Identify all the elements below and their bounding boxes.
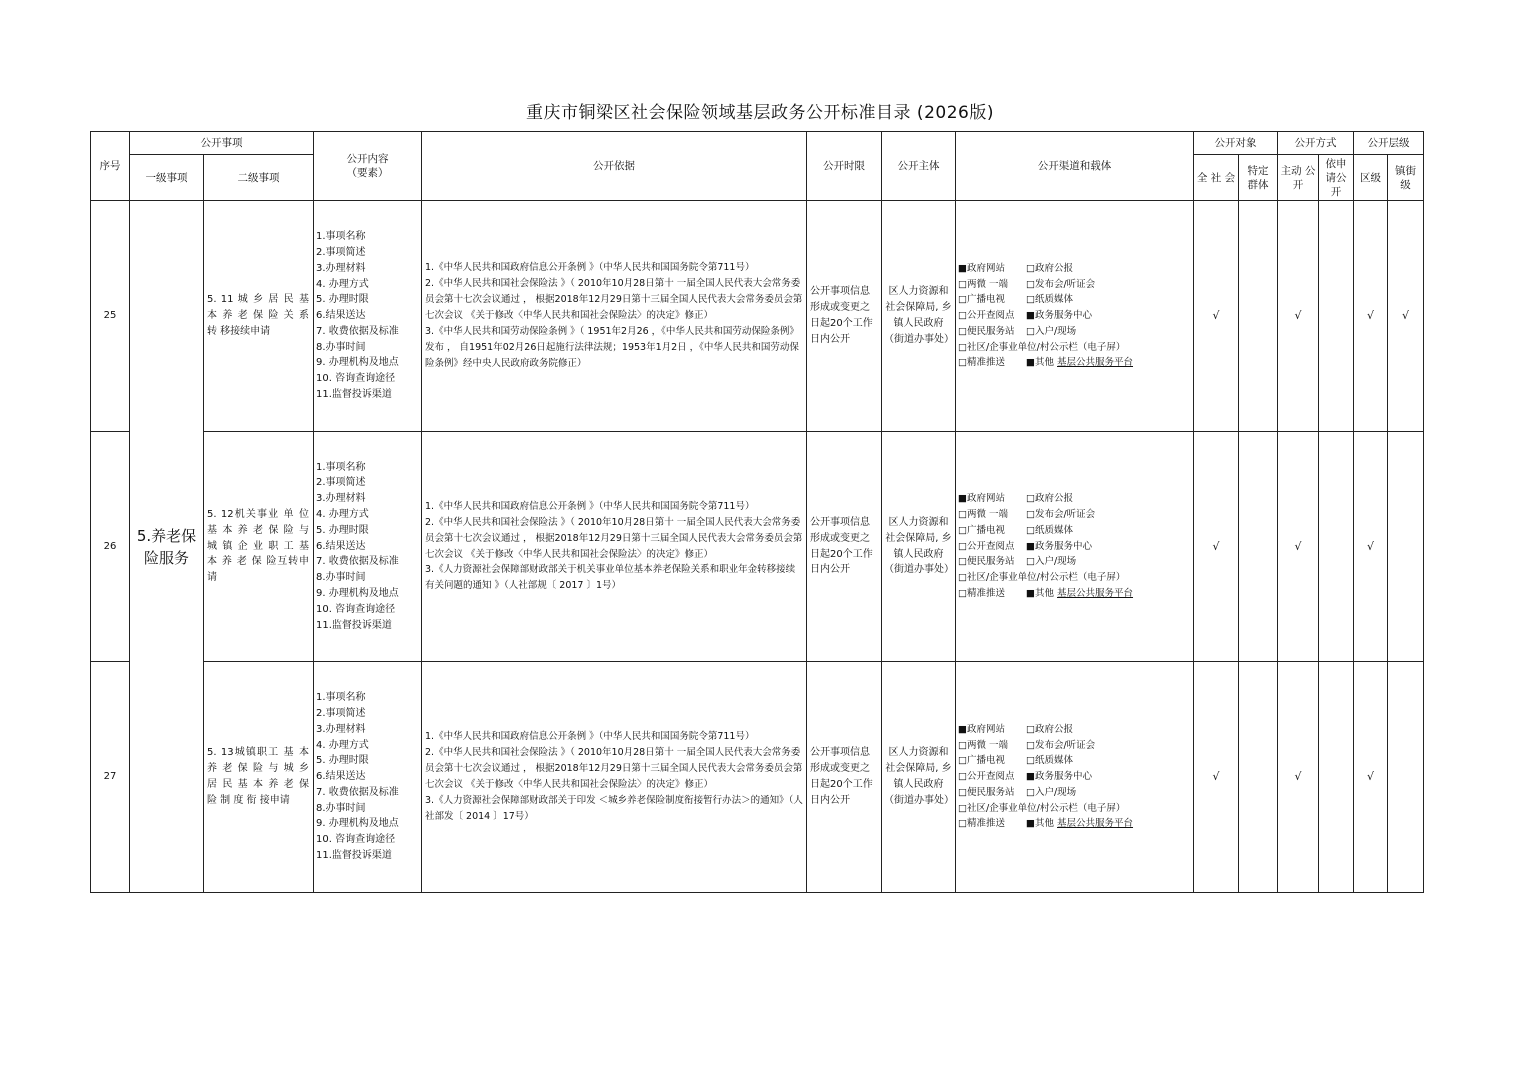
basis-item: 1.《中华人民共和国政府信息公开条例 》（中华人民共和国国务院令第711号） <box>425 262 755 274</box>
channel-line <box>958 523 1191 539</box>
check-town <box>1388 432 1424 662</box>
basis-item: 2.《中华人民共和国社会保险法 》（ 2010年10月28日第十 一届全国人民代表大会常务委员会第十七次会议通过 ， 根据2018年12月29日第十三届全国人民代表大会常务委员会第七次会议 《关于修改〈中华人民共和国社会保险法〉的决定》修正） <box>425 747 803 790</box>
channel-other-platform: 基层公共服务平台 <box>1057 818 1134 830</box>
check-all: √ <box>1194 662 1239 893</box>
basis-item: 3.《人力资源社会保障部财政部关于机关事业单位基本养老保险关系和职业年金转移接续有关问题的通知 》（人社部规〔 2017 〕1号） <box>425 564 796 592</box>
subject-cell: 区人力资源和社会保障局, 乡镇人民政府（街道办事处） <box>882 201 956 432</box>
time-limit: 公开事项信息形成或变更之日起20个工作日内公开 <box>807 662 882 893</box>
channel-option: ■政府网站 <box>958 262 1005 274</box>
basis-cell <box>422 432 807 662</box>
channel-line <box>958 340 1191 356</box>
header-seq: 序号 <box>91 132 130 201</box>
channel-option: □广播电视 <box>958 755 1005 767</box>
channel-option: □入户/现场 <box>1026 556 1077 568</box>
content-element: 7. 收费依据及标准 <box>316 325 399 337</box>
channel-line <box>958 769 1191 785</box>
channel-option: □发布会/听证会 <box>1026 509 1096 520</box>
channel-option: □纸质媒体 <box>1026 755 1073 767</box>
channel-option: ■政务服务中心 <box>1026 310 1092 322</box>
check-apply <box>1319 201 1354 432</box>
channel-option: ■其他 <box>1026 357 1057 369</box>
channel-cell <box>956 662 1194 893</box>
channel-option: ■其他 <box>1026 818 1057 830</box>
header-target-all: 全 社 会 <box>1194 155 1239 201</box>
channel-option: □纸质媒体 <box>1026 524 1073 536</box>
content-element: 3.办理材料 <box>316 493 366 505</box>
channel-option: □公开查阅点 <box>958 771 1015 783</box>
channel-line <box>958 261 1191 277</box>
table-row <box>91 662 1424 893</box>
channel-option: □政府公报 <box>1026 262 1073 274</box>
channel-option: □社区/企事业单位/村公示栏（电子屏） <box>958 341 1126 353</box>
channel-option: □便民服务站 <box>958 786 1015 798</box>
content-element: 5. 办理时限 <box>316 524 369 536</box>
basis-cell <box>422 662 807 893</box>
content-element: 8.办事时间 <box>316 802 366 814</box>
check-town: √ <box>1388 201 1424 432</box>
content-element: 7. 收费依据及标准 <box>316 556 399 568</box>
channel-cell <box>956 432 1194 662</box>
header-method-active: 主动 公开 <box>1278 155 1319 201</box>
channel-option: □入户/现场 <box>1026 325 1077 337</box>
check-specific <box>1239 662 1278 893</box>
channel-option: ■其他 <box>1026 587 1057 599</box>
channel-line <box>958 816 1191 832</box>
channel-option: □政府公报 <box>1026 723 1073 735</box>
content-element: 1.事项名称 <box>316 461 366 473</box>
check-specific <box>1239 201 1278 432</box>
basis-cell <box>422 201 807 432</box>
subject-cell: 区人力资源和社会保障局, 乡镇人民政府（街道办事处） <box>882 432 956 662</box>
basis-item: 1.《中华人民共和国政府信息公开条例 》（中华人民共和国国务院令第711号） <box>425 731 755 743</box>
channel-other-platform: 基层公共服务平台 <box>1057 587 1134 599</box>
content-element: 8.办事时间 <box>316 572 366 584</box>
content-element: 4. 办理方式 <box>316 278 369 290</box>
content-elements <box>314 662 422 893</box>
table-row <box>91 201 1424 432</box>
channel-cell <box>956 201 1194 432</box>
channel-option: ■政府网站 <box>958 723 1005 735</box>
content-element: 2.事项简述 <box>316 477 366 489</box>
channel-line <box>958 785 1191 801</box>
time-limit: 公开事项信息形成或变更之日起20个工作日内公开 <box>807 201 882 432</box>
channel-option: □精准推送 <box>958 357 1005 369</box>
header-method-group: 公开方式 <box>1278 132 1354 155</box>
header-time: 公开时限 <box>807 132 882 201</box>
check-specific <box>1239 432 1278 662</box>
channel-option: □社区/企事业单位/村公示栏（电子屏） <box>958 802 1126 814</box>
check-active: √ <box>1278 432 1319 662</box>
channel-option: □发布会/听证会 <box>1026 739 1096 751</box>
check-district: √ <box>1354 432 1388 662</box>
header-level-district: 区级 <box>1354 155 1388 201</box>
header-content-line1: 公开内容 <box>346 153 389 165</box>
channel-line <box>958 277 1191 293</box>
channel-option: ■政务服务中心 <box>1026 540 1092 552</box>
channel-option: □两微 一端 <box>958 278 1008 290</box>
level1-item: 5.养老保险服务 <box>130 201 204 893</box>
channel-line <box>958 753 1191 769</box>
header-method-apply: 依申 请公 开 <box>1319 155 1354 201</box>
content-element: 9. 办理机构及地点 <box>316 587 399 599</box>
catalog-table <box>90 131 1424 893</box>
header-target-group: 公开对象 <box>1194 132 1278 155</box>
channel-option: □广播电视 <box>958 294 1005 306</box>
channel-line <box>958 539 1191 555</box>
channel-option: □入户/现场 <box>1026 786 1077 798</box>
content-element: 4. 办理方式 <box>316 739 369 751</box>
basis-item: 2.《中华人民共和国社会保险法 》（ 2010年10月28日第十 一届全国人民代表大会常务委员会第十七次会议通过 ， 根据2018年12月29日第十三届全国人民代表大会常务委员会第七次会议 《关于修改〈中华人民共和国社会保险法〉的决定》修正） <box>425 278 803 322</box>
check-district: √ <box>1354 201 1388 432</box>
check-active: √ <box>1278 201 1319 432</box>
content-element: 5. 办理时限 <box>316 755 369 767</box>
channel-line <box>958 570 1191 586</box>
channel-line <box>958 355 1191 371</box>
content-element: 3.办理材料 <box>316 723 366 735</box>
channel-option: □两微 一端 <box>958 739 1008 751</box>
header-level2: 二级事项 <box>204 155 314 201</box>
row-seq: 26 <box>91 432 130 662</box>
basis-item: 2.《中华人民共和国社会保险法 》（ 2010年10月28日第十 一届全国人民代表大会常务委员会第十七次会议通过 ， 根据2018年12月29日第十三届全国人民代表大会常务委员会第七次会议 《关于修改〈中华人民共和国社会保险法〉的决定》修正） <box>425 516 803 560</box>
content-element: 7. 收费依据及标准 <box>316 786 399 798</box>
channel-option: □公开查阅点 <box>958 310 1015 322</box>
level2-item: 5. 13城镇职工 基 本 养 老 保 险 与 城 乡 居 民 基 本 养 老 保 险 制 度 衔 接申请 <box>204 662 314 893</box>
content-element: 8.办事时间 <box>316 341 366 353</box>
content-element: 11.监督投诉渠道 <box>316 389 392 401</box>
content-element: 1.事项名称 <box>316 231 366 243</box>
channel-option: □便民服务站 <box>958 325 1015 337</box>
channel-line <box>958 738 1191 754</box>
channel-other-platform: 基层公共服务平台 <box>1057 357 1134 369</box>
content-element: 10. 咨询查询途径 <box>316 603 396 615</box>
content-element: 1.事项名称 <box>316 692 366 704</box>
header-channel: 公开渠道和载体 <box>956 132 1194 201</box>
check-apply <box>1319 432 1354 662</box>
channel-line <box>958 507 1191 523</box>
check-district: √ <box>1354 662 1388 893</box>
channel-option: ■政务服务中心 <box>1026 771 1092 783</box>
channel-option: □两微 一端 <box>958 509 1008 520</box>
content-element: 11.监督投诉渠道 <box>316 619 392 631</box>
channel-option: □精准推送 <box>958 818 1005 830</box>
header-target-specific: 特定 群体 <box>1239 155 1278 201</box>
page-title: 重庆市铜梁区社会保险领域基层政务公开标准目录 (2026版) <box>526 103 994 123</box>
header-level-town: 镇街 级 <box>1388 155 1424 201</box>
channel-option: □精准推送 <box>958 587 1005 599</box>
basis-item: 1.《中华人民共和国政府信息公开条例 》（中华人民共和国国务院令第711号） <box>425 500 755 512</box>
content-element: 6.结果送达 <box>316 771 366 783</box>
channel-option: □政府公报 <box>1026 493 1073 505</box>
content-element: 5. 办理时限 <box>316 294 369 306</box>
header-subject: 公开主体 <box>882 132 956 201</box>
check-town <box>1388 662 1424 893</box>
channel-line <box>958 491 1191 507</box>
content-element: 3.办理材料 <box>316 262 366 274</box>
content-element: 6.结果送达 <box>316 310 366 322</box>
channel-line <box>958 801 1191 817</box>
content-elements <box>314 432 422 662</box>
content-element: 4. 办理方式 <box>316 509 369 520</box>
basis-item: 3.《中华人民共和国劳动保险条例 》（ 1951年2月26 ，《中华人民共和国劳动保险条例》发布 ， 自1951年02月26日起施行法律法规；1953年1月2日 ，《中华人民共和国劳动保险条例》经中央人民政府政务院修正） <box>425 325 799 369</box>
channel-option: □广播电视 <box>958 524 1005 536</box>
content-element: 9. 办理机构及地点 <box>316 818 399 830</box>
header-level-group: 公开层级 <box>1354 132 1424 155</box>
channel-option: □便民服务站 <box>958 556 1015 568</box>
header-basis: 公开依据 <box>422 132 807 201</box>
channel-line <box>958 324 1191 340</box>
content-element: 2.事项简述 <box>316 707 366 719</box>
check-all: √ <box>1194 201 1239 432</box>
check-all: √ <box>1194 432 1239 662</box>
row-seq: 25 <box>91 201 130 432</box>
channel-line <box>958 292 1191 308</box>
channel-line <box>958 554 1191 570</box>
level2-item: 5. 12机关事业 单 位 基 本 养 老 保 险 与 城 镇 企 业 职 工 基 本 养 老 保 险互转申请 <box>204 432 314 662</box>
time-limit: 公开事项信息形成或变更之日起20个工作日内公开 <box>807 432 882 662</box>
content-element: 6.结果送达 <box>316 540 366 552</box>
content-element: 10. 咨询查询途径 <box>316 373 396 385</box>
channel-option: □公开查阅点 <box>958 540 1015 552</box>
content-element: 9. 办理机构及地点 <box>316 357 399 369</box>
channel-line <box>958 308 1191 324</box>
content-elements <box>314 201 422 432</box>
check-active: √ <box>1278 662 1319 893</box>
channel-line <box>958 722 1191 738</box>
basis-item: 3.《人力资源社会保障部财政部关于印发 ＜城乡养老保险制度衔接暂行办法＞的通知》（人社部发〔 2014 〕17号） <box>425 794 803 822</box>
content-element: 10. 咨询查询途径 <box>316 834 396 846</box>
content-element: 2.事项简述 <box>316 246 366 258</box>
header-content-line2: （要素） <box>346 167 389 179</box>
level2-item: 5. 11 城 乡 居 民 基 本 养 老 保 险 关 系 转 移接续申请 <box>204 201 314 432</box>
check-apply <box>1319 662 1354 893</box>
header-item-group: 公开事项 <box>130 132 314 155</box>
channel-option: □纸质媒体 <box>1026 294 1073 306</box>
channel-option: ■政府网站 <box>958 493 1005 505</box>
header-level1: 一级事项 <box>130 155 204 201</box>
table-row <box>91 432 1424 662</box>
content-element: 11.监督投诉渠道 <box>316 850 392 862</box>
channel-option: □发布会/听证会 <box>1026 278 1096 290</box>
channel-line <box>958 586 1191 602</box>
row-seq: 27 <box>91 662 130 893</box>
channel-option: □社区/企事业单位/村公示栏（电子屏） <box>958 572 1126 584</box>
subject-cell: 区人力资源和社会保障局, 乡镇人民政府（街道办事处） <box>882 662 956 893</box>
header-content <box>314 132 422 201</box>
